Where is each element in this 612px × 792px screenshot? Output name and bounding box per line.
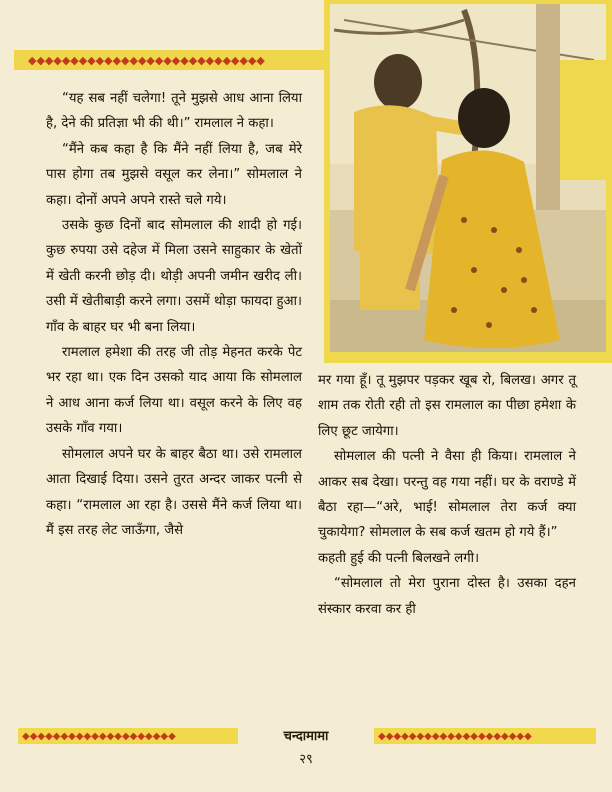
footer-dots-left: ◆◆◆◆◆◆◆◆◆◆◆◆◆◆◆◆◆◆◆◆ <box>22 730 176 742</box>
paragraph: सोमलाल की पत्नी ने वैसा ही किया। रामलाल ने आकर सब देखा। परन्तु वह गया नहीं। घर के वराण्डे में बैठा रहा—“अरे, भाई! सोमलाल तेरा कर्ज क्या चुकायेगा? सोमलाल के सब कर्ज खतम हो गये हैं।” <box>318 449 576 541</box>
left-text-column <box>46 86 302 543</box>
paragraph: रामलाल हमेशा की तरह जी तोड़ मेहनत करके पेट भर रहा था। एक दिन उसको याद आया कि सोमलाल ने आध आना कर्ज लिया था। वसूल करने के लिए वह उसके गाँव गया। <box>46 345 302 437</box>
magazine-name: चन्दामामा <box>283 729 329 744</box>
paragraph: “यह सब नहीं चलेगा! तूने मुझसे आध आना लिया है, देने की प्रतिज्ञा भी की थी।” रामलाल ने कहा। <box>46 91 302 132</box>
page-number: २९ <box>299 752 313 767</box>
paragraph: सोमलाल अपने घर के बाहर बैठा था। उसे रामलाल आता दिखाई दिया। उसने तुरत अन्दर जाकर पत्नी से कहा। “रामलाल आ रहा है। उससे मैंने कर्ज लिया था। मैं इस तरह लेट जाऊँगा, जैसे <box>46 446 302 538</box>
top-ornament-left: ◆◆◆◆◆◆◆◆◆◆◆◆◆◆◆◆◆◆◆◆◆◆◆◆◆◆◆◆ <box>28 53 265 67</box>
footer-dots-right: ◆◆◆◆◆◆◆◆◆◆◆◆◆◆◆◆◆◆◆◆ <box>378 730 532 742</box>
paragraph: “सोमलाल तो मेरा पुराना दोस्त है। उसका दहन संस्कार करवा कर ही <box>318 576 576 617</box>
paragraph: मर गया हूँ। तू मुझपर पड़कर खूब रो, बिलख। अगर तू शाम तक रोती रही तो इस रामलाल का पीछा हमेशा के लिए छूट जायेगा। <box>318 373 576 439</box>
paragraph: कहती हुई की पत्नी बिलखने लगी। <box>318 550 480 566</box>
illustration-man-woman-veranda-icon <box>324 0 612 363</box>
paragraph: “मैंने कब कहा है कि मैंने नहीं लिया है, जब मेरे पास होगा तब मुझसे वसूल कर लेना।” सोमलाल ने कहा। दोनों अपने अपने रास्ते चले गये। <box>46 141 302 208</box>
right-text-column <box>318 368 576 622</box>
paragraph: उसके कुछ दिनों बाद सोमलाल की शादी हो गई। कुछ रुपया उसे दहेज में मिला उसने साहुकार के खेतों में खेती करनी छोड़ दी। थोड़ी अपनी जमीन खरीद ली। उसी में खेतीबाड़ी करने लगा। उसमें थोड़ा फायदा हुआ। गाँव के बाहर घर भी बना लिया। <box>46 218 302 335</box>
story-illustration <box>324 0 612 363</box>
